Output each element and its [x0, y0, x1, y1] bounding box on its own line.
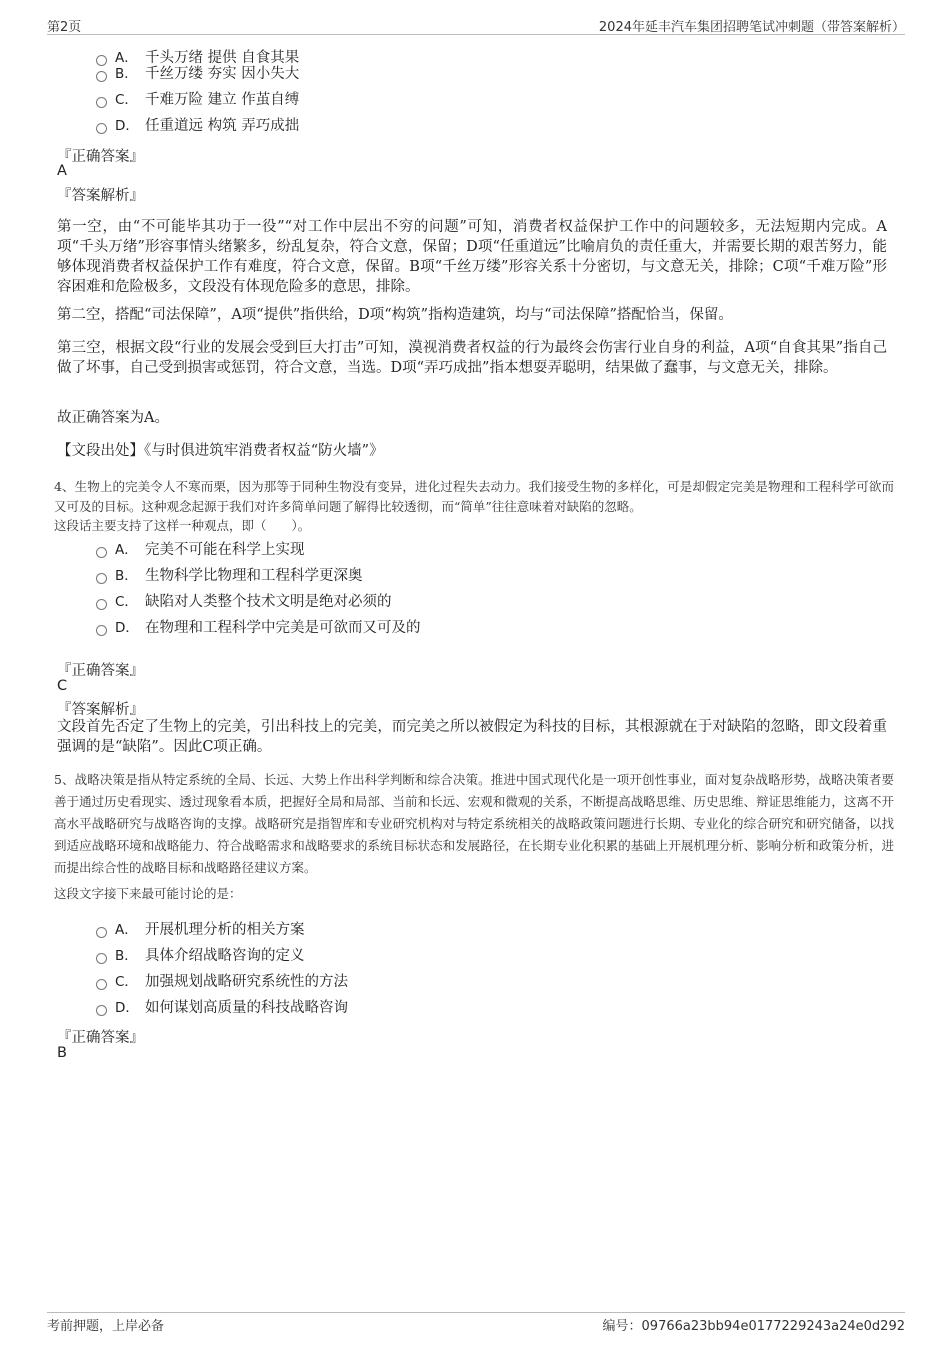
q3-analysis-conclusion: 故正确答案为A。	[57, 410, 169, 426]
footer-slogan: 考前押题，上岸必备	[47, 1319, 165, 1334]
q4-analysis: 文段首先否定了生物上的完美，引出科技上的完美，而完美之所以被假定为科技的目标，其根源就在于对缺陷的忽略，即文段着重强调的是“缺陷”。因此C项正确。	[57, 719, 887, 755]
q3-analysis-paragraph-1: 第一空，由“不可能毕其功于一役”“对工作中层出不穷的问题”可知，消费者权益保护工作中的问题较多，无法短期内完成。A项“千头万绪”形容事情头绪繁多，纷乱复杂，符合文意，保留；D项“任重道远”比喻肩负的责任重大，并需要长期的艰苦努力，能够体现消费者权益保护工作有难度，符合文意，保留。B项“千丝万缕”形容关系十分密切，与文意无关，排除；C项“千难万险”形容困难和危险极多，文段没有体现危险多的意思，排除。	[57, 219, 887, 295]
q3-answer-label: 『正确答案』	[57, 149, 144, 165]
radio-icon[interactable]	[96, 1005, 107, 1016]
q3-analysis-paragraph-3: 第三空，根据文段“行业的发展会受到巨大打击”可知，漠视消费者权益的行为最终会伤害行业自身的利益，A项“自食其果”指自己做了坏事，自己受到损害或惩罚，符合文意，当选。D项“弄巧成拙”指本想耍弄聪明，结果做了蠢事，与文意无关，排除。	[57, 340, 887, 376]
radio-icon[interactable]	[96, 97, 107, 108]
page-header	[47, 14, 905, 35]
q5-option-a[interactable]: A． 开展机理分析的相关方案	[96, 921, 305, 939]
radio-icon[interactable]	[96, 123, 107, 134]
page-footer	[47, 1312, 905, 1337]
q5-option-d[interactable]: D． 如何谋划高质量的科技战略咨询	[96, 999, 348, 1017]
q3-option-d[interactable]: D． 任重道远 构筑 弄巧成拙	[96, 117, 299, 135]
page-number: 第2页	[47, 20, 82, 35]
q4-analysis-label: 『答案解析』	[57, 702, 144, 718]
q3-analysis-label: 『答案解析』	[57, 188, 144, 204]
document-title: 2024年延丰汽车集团招聘笔试冲刺题（带答案解析）	[598, 20, 905, 35]
q3-option-b[interactable]: B． 千丝万缕 夯实 因小失大	[96, 65, 299, 83]
radio-icon[interactable]	[96, 625, 107, 636]
document-code: 编号：09766a23bb94e0177229243a24e0d292	[602, 1319, 905, 1334]
q4-stem: 4、生物上的完美令人不寒而栗，因为那等于同种生物没有变异，进化过程失去动力。我们接受生物的多样化，可是却假定完美是物理和工程科学可欲而又可及的目标。这种观念起源于我们对许多简单问题了解得比较透彻，而“简单”往往意味着对缺陷的忽略。	[54, 479, 894, 514]
radio-icon[interactable]	[96, 71, 107, 82]
radio-icon[interactable]	[96, 927, 107, 938]
radio-icon[interactable]	[96, 573, 107, 584]
radio-icon[interactable]	[96, 953, 107, 964]
q3-option-c[interactable]: C． 千难万险 建立 作茧自缚	[96, 91, 299, 109]
q3-analysis-paragraph-2: 第二空，搭配“司法保障”，A项“提供”指供给，D项“构筑”指构造建筑，均与“司法保障”搭配恰当，保留。	[57, 307, 733, 323]
radio-icon[interactable]	[96, 55, 107, 66]
q5-question: 这段文字接下来最可能讨论的是：	[54, 886, 242, 901]
q4-option-a[interactable]: A． 完美不可能在科学上实现	[96, 541, 305, 559]
radio-icon[interactable]	[96, 547, 107, 558]
q5-option-c[interactable]: C． 加强规划战略研究系统性的方法	[96, 973, 348, 991]
radio-icon[interactable]	[96, 599, 107, 610]
q5-answer: B	[57, 1045, 67, 1061]
q4-option-b[interactable]: B． 生物科学比物理和工程科学更深奥	[96, 567, 363, 585]
q4-answer: C	[57, 678, 68, 694]
q4-answer-label: 『正确答案』	[57, 663, 144, 679]
radio-icon[interactable]	[96, 979, 107, 990]
q4-option-c[interactable]: C． 缺陷对人类整个技术文明是绝对必须的	[96, 593, 392, 611]
q5-answer-label: 『正确答案』	[57, 1030, 144, 1046]
q4-question: 这段话主要支持了这样一种观点，即（ ）。	[54, 518, 311, 533]
q3-source: 【文段出处】《与时俱进筑牢消费者权益“防火墙”》	[57, 443, 384, 459]
q3-answer: A	[57, 163, 67, 179]
q4-option-d[interactable]: D． 在物理和工程科学中完美是可欲而又可及的	[96, 619, 421, 637]
q5-stem: 5、战略决策是指从特定系统的全局、长远、大势上作出科学判断和综合决策。推进中国式现代化是一项开创性事业，面对复杂战略形势，战略决策者要善于通过历史看现实、透过现象看本质，把握好全局和局部、当前和长远、宏观和微观的关系，不断提高战略思维、历史思维、辩证思维能力，这离不开高水平战略研究与战略咨询的支撑。战略研究是指智库和专业研究机构对与特定系统相关的战略政策问题进行长期、专业化的综合研究和研究储备，以找到适应战略环境和战略能力、符合战略需求和战略要求的系统目标状态和发展路径，在长期专业化积累的基础上开展机理分析、影响分析和政策分析，进而提出综合性的战略目标和战略路径建议方案。	[54, 772, 894, 875]
q3-option-a[interactable]: A． 千头万绪 提供 自食其果	[96, 49, 299, 67]
q5-option-b[interactable]: B． 具体介绍战略咨询的定义	[96, 947, 305, 965]
